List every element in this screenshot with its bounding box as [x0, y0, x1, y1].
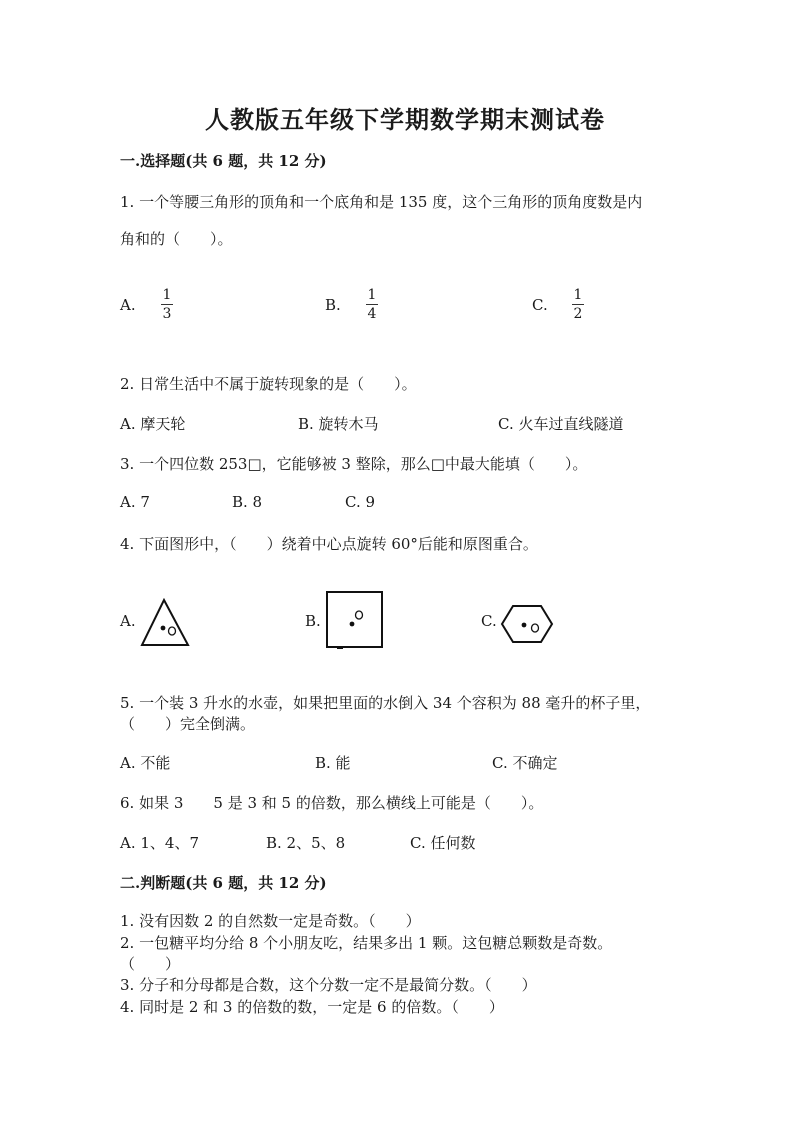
q1-option-a-fraction [161, 287, 173, 322]
fraction-denominator: 3 [162, 306, 172, 322]
center-dot [161, 626, 166, 631]
page-title: 人教版五年级下学期数学期末测试卷 [205, 105, 605, 134]
q5-option-b: B. 能 [315, 754, 351, 772]
q4-option-b-letter: B. [305, 612, 321, 630]
fraction-denominator: 2 [573, 306, 583, 322]
tf-item-3: 3. 分子和分母都是合数，这个分数一定不是最简分数。（ ） [120, 976, 537, 994]
hexagon-figure [500, 604, 554, 644]
fraction-numerator: 1 [162, 287, 172, 303]
q5-line2: （ ）完全倒满。 [120, 715, 256, 733]
q1-option-a-letter: A. [120, 296, 136, 314]
q1-option-c-fraction [572, 287, 584, 322]
q2-option-a: A. 摩天轮 [120, 415, 186, 433]
hexagon-outline [502, 606, 552, 642]
triangle-outline [142, 600, 188, 645]
small-circle-mark [356, 611, 363, 619]
section1-heading: 一.选择题(共 6 题，共 12 分) [120, 152, 327, 170]
q1-option-b-fraction [366, 287, 378, 322]
square-outline [327, 592, 382, 647]
q2-text: 2. 日常生活中不属于旋转现象的是（ ）。 [120, 375, 417, 393]
tf-item-4: 4. 同时是 2 和 3 的倍数的数，一定是 6 的倍数。（ ） [120, 998, 504, 1016]
q5-option-a: A. 不能 [120, 754, 171, 772]
q4-text: 4. 下面图形中，（ ）绕着中心点旋转 60°后能和原图重合。 [120, 535, 538, 553]
q3-option-c: C. 9 [345, 493, 376, 511]
fraction-bar [572, 304, 584, 305]
q1-option-b-letter: B. [325, 296, 341, 314]
tf-item-2: 2. 一包糖平均分给 8 个小朋友吃，结果多出 1 颗。这包糖总颗数是奇数。 [120, 934, 613, 952]
fraction-numerator: 1 [573, 287, 583, 303]
center-dot [350, 622, 355, 627]
section2-heading: 二.判断题(共 6 题，共 12 分) [120, 874, 327, 892]
fraction-bar [366, 304, 378, 305]
fraction-denominator: 4 [367, 306, 377, 322]
q4-option-a-letter: A. [120, 612, 136, 630]
q1-line2: 角和的（ ）。 [120, 230, 233, 248]
fraction-numerator: 1 [367, 287, 377, 303]
q6-option-c: C. 任何数 [410, 834, 476, 852]
center-dot [522, 623, 527, 628]
q5-option-c: C. 不确定 [492, 754, 558, 772]
q6-text: 6. 如果 3 5 是 3 和 5 的倍数，那么横线上可能是（ ）。 [120, 794, 544, 812]
triangle-figure [140, 598, 192, 648]
q6-option-b: B. 2、5、8 [266, 834, 346, 852]
q3-option-a: A. 7 [120, 493, 150, 511]
q6-option-a: A. 1、4、7 [120, 834, 199, 852]
q1-option-c-letter: C. [532, 296, 548, 314]
q1-line1: 1. 一个等腰三角形的顶角和一个底角和是 135 度，这个三角形的顶角度数是内 [120, 193, 643, 211]
tf-item-1: 1. 没有因数 2 的自然数一定是奇数。（ ） [120, 912, 421, 930]
q2-option-c: C. 火车过直线隧道 [498, 415, 624, 433]
q3-option-b: B. 8 [232, 493, 263, 511]
q5-line1: 5. 一个装 3 升水的水壶，如果把里面的水倒入 34 个容积为 88 毫升的杯子里， [120, 694, 651, 712]
small-circle-mark [532, 624, 539, 632]
tf-item-2-bracket: （ ） [120, 955, 181, 973]
q4-option-c-letter: C. [481, 612, 497, 630]
q3-text: 3. 一个四位数 253□，它能够被 3 整除，那么□中最大能填（ ）。 [120, 455, 588, 473]
small-circle-mark [169, 627, 176, 635]
q2-option-b: B. 旋转木马 [298, 415, 379, 433]
fraction-bar [161, 304, 173, 305]
square-figure [325, 590, 385, 652]
